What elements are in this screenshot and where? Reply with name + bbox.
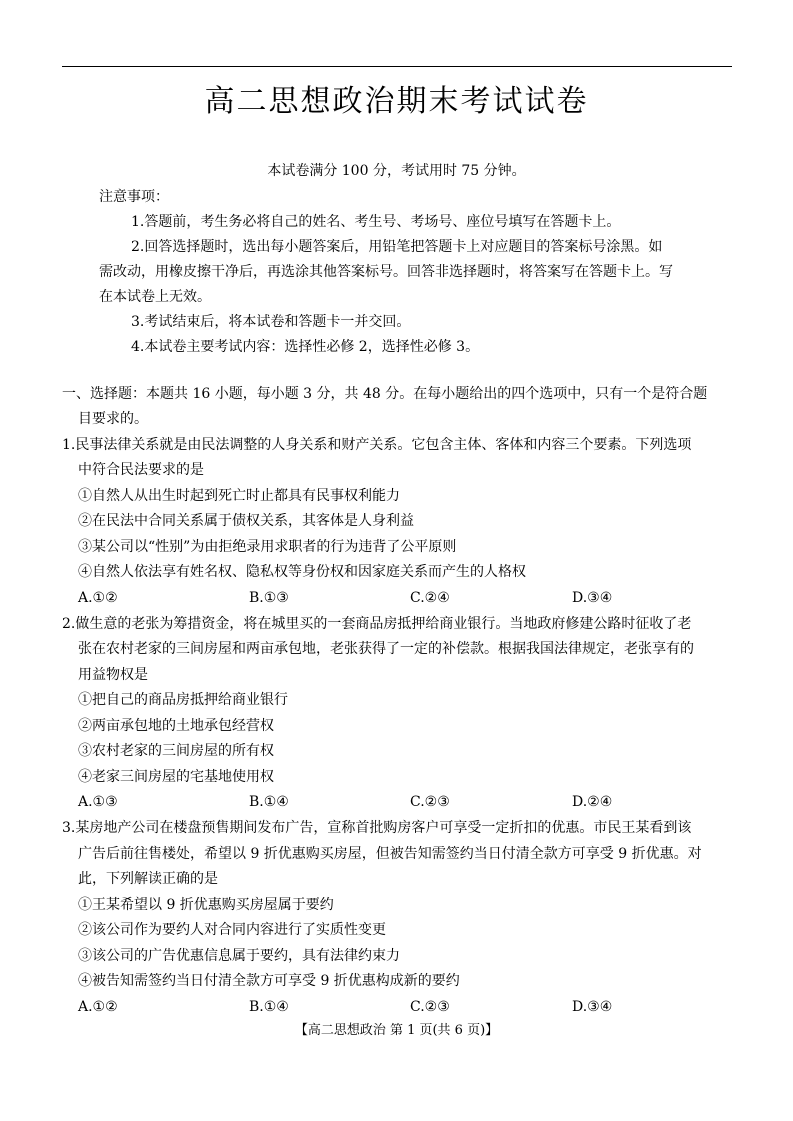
note-2-line-3: 在本试卷上无效。 bbox=[99, 289, 211, 305]
q3-option-a: A.①② bbox=[78, 999, 118, 1015]
q1-statement-1: ①自然人从出生时起到死亡时止都具有民事权利能力 bbox=[78, 488, 400, 504]
q2-statement-2: ②两亩承包地的土地承包经营权 bbox=[78, 718, 274, 734]
q3-stem-line-2: 广告后前往售楼处，希望以 9 折优惠购买房屋，但被告知需签约当日付清全款方可享受 9 折优惠。对 bbox=[78, 846, 702, 862]
q3-statement-1: ①王某希望以 9 折优惠购买房屋属于要约 bbox=[78, 897, 334, 913]
q3-stem-line-3: 此，下列解读正确的是 bbox=[78, 871, 218, 887]
q2-statement-3: ③农村老家的三间房屋的所有权 bbox=[78, 743, 274, 759]
note-2-line-1: 2.回答选择题时，选出每小题答案后，用铅笔把答题卡上对应题目的答案标号涂黑。如 bbox=[131, 239, 663, 255]
note-1: 1.答题前，考生务必将自己的姓名、考生号、考场号、座位号填写在答题卡上。 bbox=[131, 214, 621, 230]
q2-stem-line-1: 2.做生意的老张为筹措资金，将在城里买的一套商品房抵押给商业银行。当地政府修建公路时征收了老 bbox=[62, 616, 692, 632]
q3-option-c: C.②③ bbox=[410, 999, 450, 1015]
q3-options bbox=[0, 997, 793, 1017]
q1-statement-3: ③某公司以“性别”为由拒绝录用求职者的行为违背了公平原则 bbox=[78, 539, 457, 555]
q3-option-b: B.①④ bbox=[249, 999, 289, 1015]
notes-heading: 注意事项： bbox=[99, 189, 169, 205]
q1-option-a: A.①② bbox=[78, 590, 118, 606]
q3-option-d: D.③④ bbox=[572, 999, 613, 1015]
q2-statement-1: ①把自己的商品房抵押给商业银行 bbox=[78, 692, 288, 708]
page-title: 高二思想政治期末考试试卷 bbox=[204, 84, 589, 119]
q2-stem-line-2: 张在农村老家的三间房屋和两亩承包地，老张获得了一定的补偿款。根据我国法律规定，老张享有的 bbox=[78, 641, 694, 657]
section-heading-line-2: 目要求的。 bbox=[78, 411, 148, 427]
q2-option-c: C.②③ bbox=[410, 794, 450, 810]
q3-statement-2: ②该公司作为要约人对合同内容进行了实质性变更 bbox=[78, 922, 386, 938]
note-2-line-2: 需改动，用橡皮擦干净后，再选涂其他答案标号。回答非选择题时，将答案写在答题卡上。写 bbox=[99, 264, 673, 280]
top-rule bbox=[62, 66, 732, 67]
q1-option-b: B.①③ bbox=[249, 590, 289, 606]
q2-statement-4: ④老家三间房屋的宅基地使用权 bbox=[78, 769, 274, 785]
q1-statement-2: ②在民法中合同关系属于债权关系，其客体是人身利益 bbox=[78, 513, 414, 529]
note-3: 3.考试结束后，将本试卷和答题卡一并交回。 bbox=[131, 314, 411, 330]
q2-option-b: B.①④ bbox=[249, 794, 289, 810]
q1-stem-line-1: 1.民事法律关系就是由民法调整的人身关系和财产关系。它包含主体、客体和内容三个要素。下列选项 bbox=[62, 437, 692, 453]
section-heading-line-1: 一、选择题：本题共 16 小题，每小题 3 分，共 48 分。在每小题给出的四个选项中，只有一个是符合题 bbox=[62, 386, 708, 402]
note-4: 4.本试卷主要考试内容：选择性必修 2，选择性必修 3。 bbox=[131, 339, 480, 355]
q1-statement-4: ④自然人依法享有姓名权、隐私权等身份权和因家庭关系而产生的人格权 bbox=[78, 564, 526, 580]
q1-option-d: D.③④ bbox=[572, 590, 613, 606]
q1-options bbox=[0, 588, 793, 608]
page-footer: 【高二思想政治 第 1 页(共 6 页)】 bbox=[294, 1023, 499, 1038]
q2-options bbox=[0, 792, 793, 812]
q2-option-a: A.①③ bbox=[78, 794, 118, 810]
q3-statement-4: ④被告知需签约当日付清全款方可享受 9 折优惠构成新的要约 bbox=[78, 973, 460, 989]
q3-statement-3: ③该公司的广告优惠信息属于要约，具有法律约束力 bbox=[78, 948, 400, 964]
q1-option-c: C.②④ bbox=[410, 590, 450, 606]
exam-intro: 本试卷满分 100 分，考试用时 75 分钟。 bbox=[267, 163, 526, 179]
q2-option-d: D.②④ bbox=[572, 794, 613, 810]
q3-stem-line-1: 3.某房地产公司在楼盘预售期间发布广告，宣称首批购房客户可享受一定折扣的优惠。市民王某看到该 bbox=[62, 820, 692, 836]
q2-stem-line-3: 用益物权是 bbox=[78, 667, 148, 683]
q1-stem-line-2: 中符合民法要求的是 bbox=[78, 462, 204, 478]
